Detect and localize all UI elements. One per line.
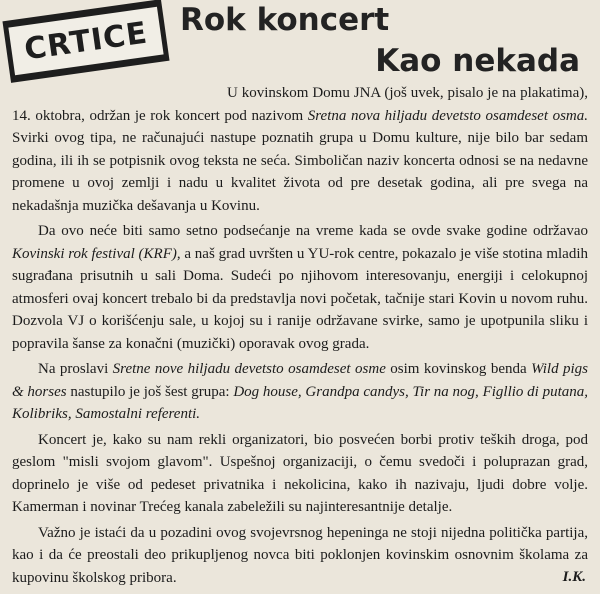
article-body	[12, 82, 588, 589]
paragraph-1	[12, 82, 588, 217]
paragraph-5	[12, 522, 588, 590]
paragraph-2-text-a: Da ovo neće biti samo setno podsećanje na vreme kada se ovde svake godine održavao	[38, 223, 588, 239]
paragraph-2-italic: Kovinski rok festival (KRF)	[12, 245, 177, 262]
paragraph-3-text-a: Na proslavi	[38, 361, 113, 377]
paragraph-1-italic: Sretna nova hiljadu devetsto osamdeset osma.	[307, 107, 588, 124]
paragraph-1-text-b: Svirki ovog tipa, ne računajući nastupe poznatih grupa u Domu kulture, nije bilo bar sedam godina, ili ih se potpisnik ovog teksta ne seća. Simboličan naziv koncerta odnosi se na nedavne promene u ovoj zemlji i nadu u kvalitet života od pre desetak godina, ali pre svega na nekadašnja muzička dešavanja u Kovinu.	[12, 130, 588, 214]
headline-line-2: Kao nekada	[375, 43, 580, 79]
paragraph-3-italic-2: Wild pigs & horses	[12, 361, 588, 400]
paragraph-3-italic-1: Sretne nove hiljadu devetsto osamdeset osme	[112, 361, 386, 377]
paragraph-3-italic-3: Dog house, Grandpa candys, Tir na nog, Figllio di putana, Kolibriks, Samostalni referenti.	[12, 383, 589, 422]
paragraph-3-text-b: osim kovinskog benda	[385, 361, 532, 377]
paragraph-4	[12, 429, 588, 519]
author-signature: I.K.	[562, 569, 586, 585]
section-badge-label: CRTICE	[8, 7, 163, 75]
paragraph-3	[12, 358, 588, 426]
paragraph-2-text-b: , a naš grad uvršten u YU-rok centre, pokazalo je više stotina mladih sugrađana prisutnih u sali Doma. Sudeći po njihovom interesovanju, energiji i celokupnoj atmosferi ovaj koncert trebalo bi da predstavlja novi početak, tačnije stari Kovin u novom ruhu. Dozvola VJ o korišćenju sale, u kojoj su i ranije održavane svirke, samo je upotpunila sliku i popravila šanse za konačni (muzički) oporavak ovog grada.	[12, 245, 589, 352]
paragraph-1-text-a: U kovinskom Domu JNA (još uvek, pisalo je na plakatima), 14. oktobra, održan je rok koncert pod nazivom	[12, 85, 588, 124]
paragraph-2	[12, 220, 588, 355]
headline-line-1: Rok koncert	[180, 2, 390, 38]
paragraph-5-text: Važno je istaći da u pozadini ovog svojevrsnog hepeninga ne stoji nijedna politička partija, kao i da će preostali deo prikupljenog novca biti poklonjen kovinskim osnovnim školama za kupovinu školskog pribora.	[12, 524, 588, 586]
section-badge	[2, 0, 169, 83]
paragraph-4-text: Koncert je, kako su nam rekli organizatori, bio posvećen borbi protiv teških droga, pod geslom "misli svojom glavom". Uspešnoj organizaciji, o čemu svedoči i poluprazan grad, doprinelo je više od pedeset privatnika i nekolicina, kako ih nazivaju, ljudi dobre volje. Kamerman i novinar Trećeg kanala zabeležili su najinteresantnije detalje.	[12, 431, 588, 515]
paragraph-3-text-c: nastupilo je još šest grupa:	[66, 383, 234, 400]
